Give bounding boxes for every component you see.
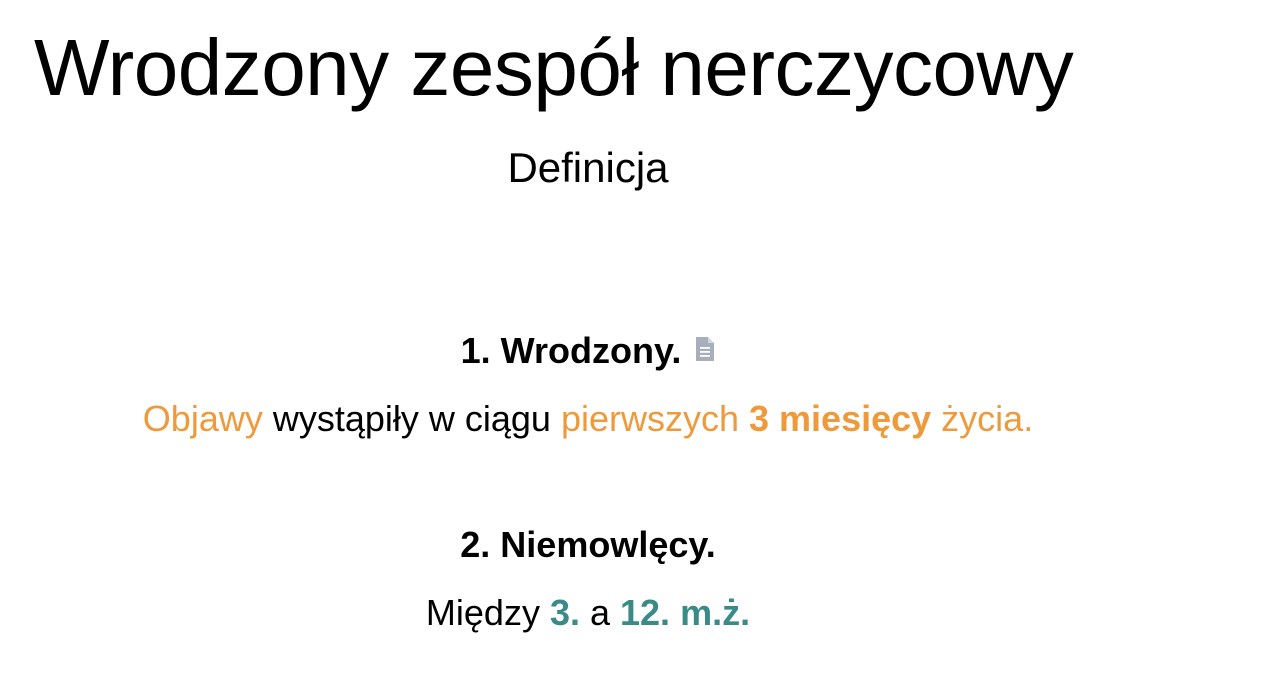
section-heading-congenital (0, 328, 1176, 374)
text-symptoms: Objawy (142, 398, 263, 439)
text-between: Między (425, 592, 550, 633)
section-heading-label: 2. Niemowlęcy. (460, 524, 716, 565)
text-month-3: 3. (549, 592, 580, 633)
text-three-months: 3 miesięcy (749, 398, 932, 439)
page-title: Wrodzony zespół nerczycowy (34, 23, 1074, 112)
section-text-infantile (0, 590, 1176, 636)
section-heading-infantile (0, 522, 1176, 568)
section-heading-label: 1. Wrodzony. (460, 330, 682, 371)
section-text-congenital (0, 396, 1176, 442)
subtitle: Definicja (507, 144, 669, 191)
text-of-life: życia. (931, 398, 1034, 439)
text-and: a (579, 592, 621, 633)
text-first: pierwszych (560, 398, 750, 439)
document-icon[interactable] (695, 327, 715, 373)
text-month-12: 12. m.ż. (620, 592, 751, 633)
text-occurred-within: wystąpiły w ciągu (262, 398, 561, 439)
